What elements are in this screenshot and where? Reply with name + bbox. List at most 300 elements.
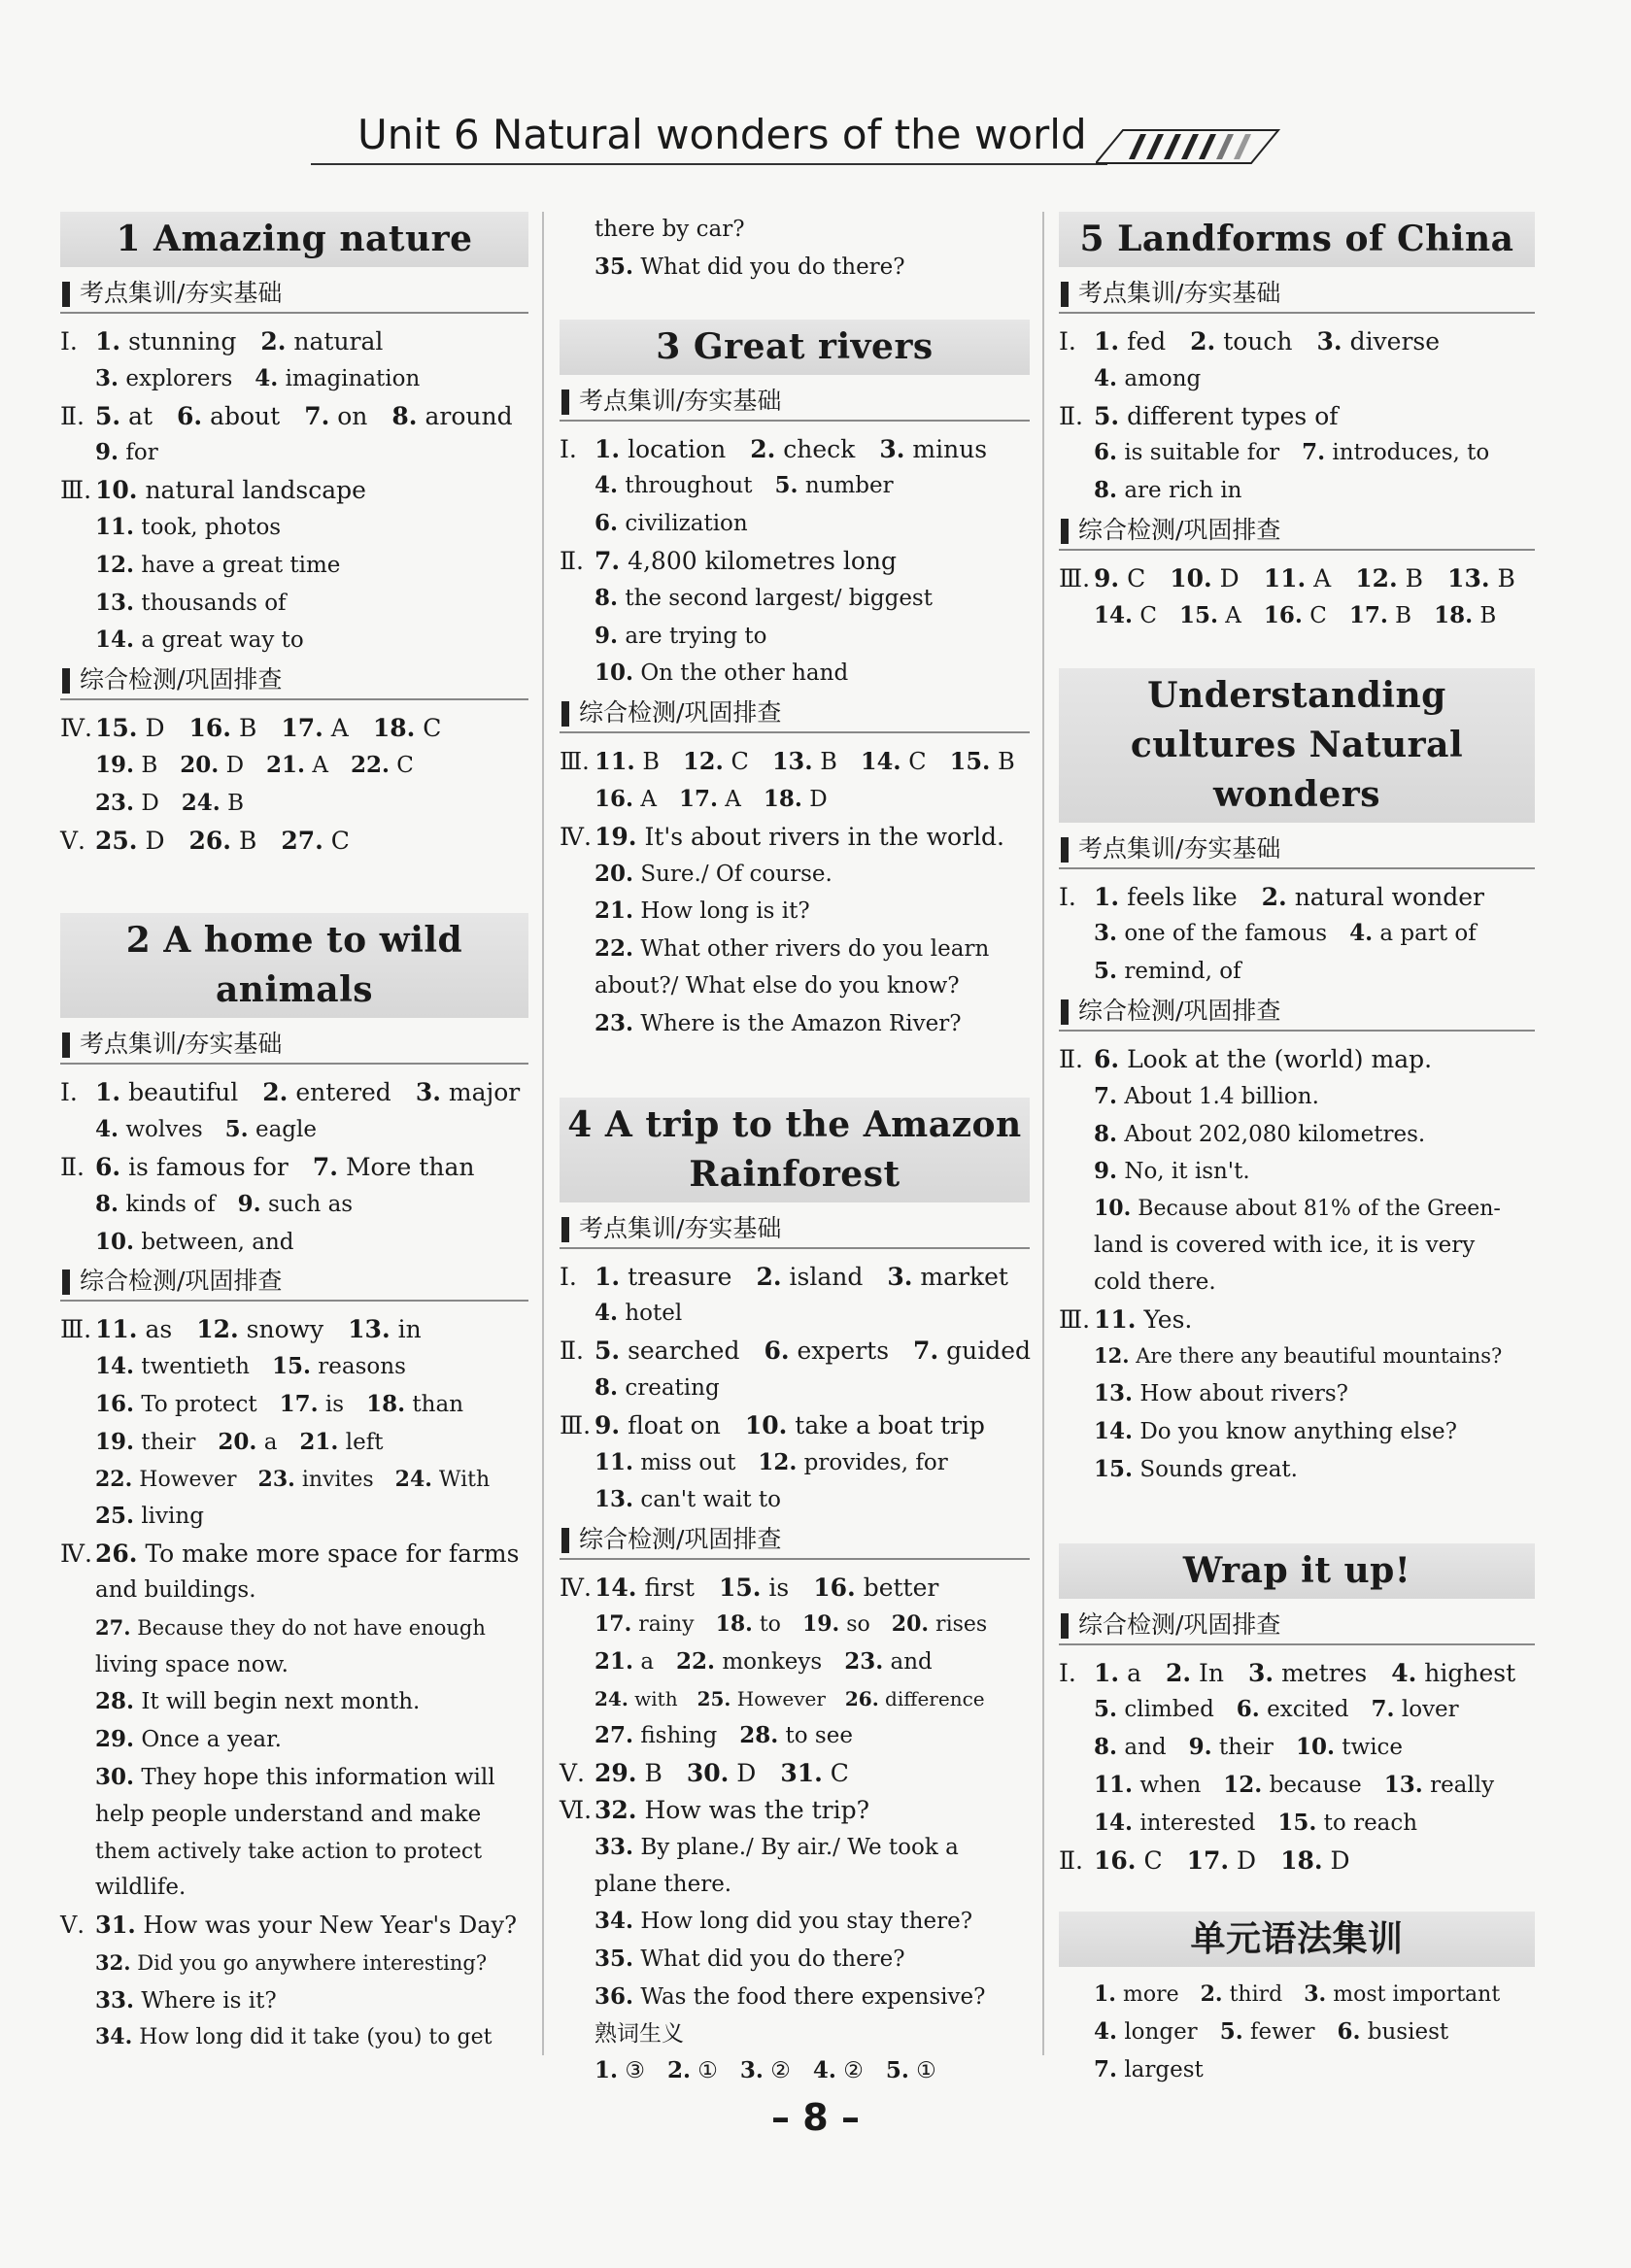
answer-number: 2.: [666, 2057, 691, 2084]
answer-number: 16.: [1094, 1845, 1137, 1875]
spacer: [1059, 1489, 1535, 1543]
answer-line: [560, 655, 1030, 693]
answer-number: 10.: [95, 1228, 135, 1255]
answer-number: 2.: [262, 1078, 289, 1107]
answer-number: 8.: [595, 1373, 619, 1401]
answer-number: 12.: [758, 1448, 798, 1475]
roman-numeral: Ⅳ.: [60, 714, 92, 743]
answer-number: 12.: [1355, 563, 1398, 592]
answer-number: 3.: [1248, 1658, 1274, 1687]
answer-number: 11.: [95, 1315, 138, 1344]
answer-text: C: [330, 826, 350, 855]
answer-text: feels like: [1127, 882, 1238, 911]
answer-text: fewer: [1250, 2019, 1315, 2046]
answer-number: 27.: [95, 1614, 131, 1640]
answer-text: How long did you stay there?: [640, 1909, 973, 1935]
answer-number: 17.: [279, 1390, 319, 1417]
answer-text: 4,800 kilometres long: [628, 546, 897, 575]
answer-line: [560, 431, 1030, 468]
answer-text: there by car?: [595, 217, 745, 242]
answer-text: Was the food there expensive?: [640, 1983, 986, 2010]
answer-line: [1059, 1078, 1535, 1116]
answer-text: ①: [697, 2058, 718, 2084]
answer-text: It will begin next month.: [141, 1689, 421, 1715]
subsection-label: 考点集训/夯实基础: [560, 1212, 1030, 1249]
answer-line: [60, 1111, 528, 1149]
answer-number: 18.: [372, 714, 416, 743]
answer-text: busiest: [1367, 2019, 1449, 2046]
answer-line: [560, 1259, 1030, 1296]
answer-line: [560, 856, 1030, 894]
answer-number: 19.: [595, 822, 637, 851]
answer-text: land is covered with ice, it is very: [1094, 1232, 1476, 1258]
answer-line: [560, 1717, 1030, 1755]
answer-line: [560, 212, 1030, 249]
answer-number: 30.: [686, 1759, 730, 1788]
answer-number: 15.: [718, 1574, 762, 1603]
answer-number: 15.: [1277, 1809, 1317, 1836]
answer-text: such as: [267, 1191, 354, 1217]
answer-number: 33.: [595, 1833, 634, 1860]
answer-number: 14.: [95, 1353, 135, 1380]
answer-text: a great way to: [141, 627, 304, 654]
answer-number: 3.: [1094, 920, 1118, 947]
answer-text: their: [1218, 1735, 1274, 1761]
answer-number: 8.: [1094, 477, 1118, 504]
answer-text: location: [628, 434, 727, 463]
answer-text: touch: [1223, 327, 1293, 355]
answer-number: 3.: [879, 434, 905, 463]
answer-text: snowy: [246, 1315, 324, 1344]
section-heading: Understanding cultures Natural wonders: [1059, 668, 1535, 823]
answer-number: 6.: [177, 401, 203, 430]
answer-line: [1059, 1041, 1535, 1078]
answer-number: 33.: [95, 1986, 135, 2014]
answer-number: 14.: [1094, 1809, 1134, 1836]
answer-text: C: [1127, 563, 1146, 592]
answer-number: 24.: [394, 1466, 432, 1492]
answer-text: is suitable for: [1124, 440, 1280, 466]
answer-line: [1059, 1302, 1535, 1338]
answer-line: [60, 360, 528, 398]
answer-line: [60, 1982, 528, 2020]
answer-number: 31.: [780, 1759, 823, 1788]
answer-number: 25.: [697, 1686, 731, 1710]
answer-number: 5.: [224, 1116, 249, 1143]
answer-number: 13.: [1383, 1771, 1423, 1798]
answer-text: monkeys: [722, 1648, 823, 1675]
answer-number: 4.: [255, 364, 279, 391]
answer-text: civilization: [625, 511, 748, 537]
answer-number: 8.: [595, 584, 619, 611]
answer-text: B: [642, 748, 661, 776]
answer-line: [60, 1647, 528, 1684]
answer-line: [560, 1333, 1030, 1370]
answer-text: introduces, to: [1332, 440, 1490, 466]
answer-number: 6.: [1236, 1696, 1260, 1723]
answer-number: 12.: [683, 747, 724, 776]
answer-text: More than: [345, 1152, 475, 1181]
answer-text: is: [324, 1391, 345, 1417]
roman-numeral: Ⅴ.: [560, 1759, 586, 1788]
roman-numeral: Ⅱ.: [1059, 1845, 1083, 1875]
answer-text: can't wait to: [640, 1487, 782, 1513]
spacer: [60, 859, 528, 913]
answer-number: 7.: [304, 401, 330, 430]
answer-number: 3.: [739, 2057, 764, 2084]
answer-line: [60, 1074, 528, 1111]
answer-line: [60, 1462, 528, 1499]
answer-line: [60, 1797, 528, 1834]
answer-text: among: [1124, 365, 1202, 391]
answer-number: 1.: [1094, 882, 1120, 911]
answer-number: 21.: [595, 897, 634, 925]
answer-text: thousands of: [141, 590, 287, 616]
answer-number: 2.: [756, 1262, 782, 1291]
answer-text: a: [640, 1648, 655, 1675]
roman-numeral: Ⅰ.: [1059, 882, 1076, 911]
answer-text: because: [1269, 1772, 1362, 1798]
answer-text: are rich in: [1124, 478, 1242, 504]
answer-line: [1059, 1729, 1535, 1767]
answer-number: 10.: [595, 660, 634, 687]
answer-number: 29.: [95, 1726, 135, 1753]
roman-numeral: Ⅰ.: [60, 327, 78, 355]
answer-line: [560, 1941, 1030, 1979]
answer-text: D: [225, 752, 245, 778]
answer-line: [560, 1643, 1030, 1681]
answer-text: climbed: [1124, 1697, 1214, 1723]
answer-number: 4.: [595, 472, 619, 499]
answer-text: so: [846, 1611, 870, 1637]
answer-text: What other rivers do you learn: [640, 936, 990, 963]
answer-line: [560, 580, 1030, 618]
answer-text: Yes.: [1143, 1304, 1193, 1334]
answer-text: rises: [935, 1611, 988, 1637]
answer-text: entered: [295, 1078, 391, 1107]
subsection-label: 考点集训/夯实基础: [1059, 277, 1535, 314]
answer-number: 5.: [1219, 2018, 1243, 2046]
roman-numeral: Ⅴ.: [60, 826, 86, 855]
answer-number: 7.: [913, 1337, 939, 1366]
answer-text: fed: [1127, 327, 1167, 355]
answer-text: C: [396, 752, 414, 778]
answer-text: their: [141, 1429, 196, 1455]
answer-text: D: [145, 826, 165, 855]
answer-text: miss out: [640, 1449, 736, 1475]
answer-number: 12.: [1094, 1343, 1130, 1369]
answer-text: A: [330, 714, 349, 743]
answer-text: one of the famous: [1124, 921, 1328, 947]
subsection-label: 考点集训/夯实基础: [60, 1028, 528, 1065]
answer-text: a: [1127, 1658, 1141, 1687]
answer-text: eagle: [255, 1117, 317, 1143]
answer-line: [1059, 597, 1535, 635]
answer-number: 32.: [95, 1949, 131, 1975]
answer-line: [60, 323, 528, 360]
answer-line: [560, 1755, 1030, 1792]
answer-line: [1059, 1413, 1535, 1451]
answer-text: reasons: [318, 1354, 406, 1380]
answer-line: [1059, 1116, 1535, 1154]
answer-line: [1059, 560, 1535, 597]
answer-text: diverse: [1349, 327, 1441, 355]
answer-line: [1059, 360, 1535, 398]
subsection-label: 综合检测/巩固排查: [1059, 1608, 1535, 1645]
title-stripes-decoration: [1096, 126, 1280, 165]
answer-number: 23.: [257, 1466, 295, 1492]
page-number: – 8 –: [771, 2096, 860, 2139]
answer-text: ①: [916, 2058, 936, 2084]
answer-text: third: [1229, 1982, 1283, 2008]
answer-line: [560, 1681, 1030, 1718]
spacer: [1059, 635, 1535, 668]
answer-number: 13.: [1447, 563, 1490, 592]
answer-number: 4.: [595, 1300, 619, 1327]
subsection-label: 综合检测/巩固排查: [60, 1265, 528, 1302]
answer-line: [60, 1498, 528, 1536]
answer-line: [60, 1573, 528, 1609]
section-heading: 3 Great rivers: [560, 320, 1030, 375]
answer-text: B: [998, 748, 1015, 776]
answer-text: ②: [843, 2058, 864, 2084]
answer-text: treasure: [628, 1262, 732, 1291]
answer-line: [60, 1311, 528, 1348]
answer-text: B: [1405, 563, 1424, 592]
answer-line: [1059, 879, 1535, 916]
answer-number: 28.: [739, 1722, 779, 1749]
roman-numeral: Ⅲ.: [60, 476, 92, 505]
roman-numeral: Ⅱ.: [60, 401, 85, 430]
answer-number: 3.: [1304, 1981, 1327, 2008]
answer-line: [1059, 915, 1535, 953]
answer-line: [60, 747, 528, 785]
answer-line: [60, 1945, 528, 1982]
answer-text: It's about rivers in the world.: [644, 822, 1004, 851]
answer-number: 11.: [1094, 1304, 1137, 1334]
answer-text: difference: [885, 1686, 985, 1710]
answer-number: 11.: [1263, 563, 1307, 592]
answer-line: [560, 1407, 1030, 1444]
answer-number: 28.: [95, 1688, 135, 1715]
answer-text: provides, for: [803, 1449, 948, 1475]
answer-number: 8.: [95, 1190, 119, 1217]
answer-text: experts: [797, 1337, 890, 1366]
answer-line: [60, 1759, 528, 1797]
answer-line: [60, 547, 528, 585]
answer-text: first: [644, 1574, 695, 1603]
answer-text: metres: [1281, 1658, 1368, 1687]
answer-text: twentieth: [141, 1354, 250, 1380]
answer-number: 10.: [1094, 1196, 1132, 1222]
answer-text: explorers: [125, 365, 233, 391]
answer-text: to: [759, 1611, 781, 1637]
answer-line: [560, 781, 1030, 819]
answer-number: 24.: [181, 789, 221, 816]
section-heading: 5 Landforms of China: [1059, 212, 1535, 267]
answer-number: 5.: [95, 401, 121, 430]
answer-text: Are there any beautiful mountains?: [1136, 1344, 1503, 1369]
answer-text: D: [145, 714, 165, 743]
answer-text: between, and: [141, 1229, 294, 1255]
roman-numeral: Ⅴ.: [60, 1912, 85, 1940]
answer-number: 4.: [95, 1116, 119, 1143]
answer-number: 12.: [1223, 1771, 1263, 1798]
answer-number: 20.: [218, 1428, 257, 1455]
answer-text: How was your New Year's Day?: [143, 1912, 517, 1940]
roman-numeral: Ⅰ.: [560, 1262, 577, 1291]
answer-text: C: [1139, 602, 1157, 628]
answer-text: most important: [1333, 1982, 1501, 2008]
answer-text: them actively take action to protect: [95, 1839, 483, 1864]
answer-number: 14.: [860, 747, 901, 776]
answer-text: C: [423, 714, 442, 743]
answer-text: beautiful: [128, 1078, 239, 1107]
answer-text: check: [783, 434, 856, 463]
answer-number: 17.: [595, 1610, 632, 1637]
answer-number: 9.: [237, 1190, 261, 1217]
subsection-label: 综合检测/巩固排查: [560, 1523, 1030, 1560]
answer-line: [1059, 1691, 1535, 1729]
answer-number: 6.: [95, 1152, 121, 1181]
answer-text: when: [1139, 1772, 1202, 1798]
answer-number: 22.: [350, 751, 390, 778]
answer-text: Where is it?: [141, 1987, 277, 2014]
answer-line: [1059, 472, 1535, 510]
answer-line: [60, 1907, 528, 1945]
answer-number: 4.: [812, 2057, 836, 2084]
answer-number: 6.: [595, 510, 619, 537]
answer-number: 19.: [801, 1610, 840, 1637]
answer-line: [560, 1295, 1030, 1333]
answer-number: 12.: [196, 1315, 239, 1344]
answer-text: About 1.4 billion.: [1124, 1083, 1319, 1109]
answer-text: C: [830, 1759, 849, 1788]
answer-line: [60, 1348, 528, 1386]
answer-number: 9.: [95, 439, 119, 466]
answer-text: D: [1219, 563, 1240, 592]
subsection-label: 综合检测/巩固排查: [60, 663, 528, 700]
answer-line: [60, 1386, 528, 1424]
roman-numeral: Ⅲ.: [60, 1315, 92, 1344]
answer-number: 4.: [1094, 364, 1118, 391]
answer-number: 27.: [595, 1722, 634, 1749]
answer-text: kinds of: [125, 1191, 216, 1217]
answer-text: the second largest/ biggest: [625, 585, 933, 611]
answer-number: 19.: [95, 1428, 135, 1455]
answer-text: B: [644, 1759, 663, 1788]
answer-text: help people understand and make: [95, 1801, 482, 1827]
column-divider: [542, 212, 544, 2055]
answer-line: [1059, 1337, 1535, 1375]
answer-number: 23.: [95, 789, 135, 816]
answer-text: B: [238, 714, 257, 743]
answer-line: [1059, 953, 1535, 991]
answer-number: 1.: [595, 2057, 619, 2084]
answer-number: 9.: [1094, 563, 1120, 592]
answer-line: [60, 785, 528, 823]
answer-line: [560, 1607, 1030, 1643]
answer-number: 26.: [95, 1540, 138, 1569]
answer-line: [560, 1444, 1030, 1482]
subsection-label: 考点集训/夯实基础: [1059, 832, 1535, 869]
answer-text: about?/ What else do you know?: [595, 972, 960, 999]
answer-text: cold there.: [1094, 1269, 1216, 1295]
answer-text: ②: [770, 2058, 791, 2084]
answer-text: Once a year.: [141, 1727, 282, 1753]
answer-text: natural: [293, 327, 384, 355]
answer-column-right: [1059, 212, 1535, 2089]
answer-number: 9.: [595, 622, 619, 649]
answer-number: 7.: [312, 1152, 338, 1181]
roman-numeral: Ⅵ.: [560, 1795, 593, 1824]
answer-text: A: [1313, 563, 1332, 592]
answer-text: C: [731, 748, 749, 776]
answer-number: 13.: [348, 1315, 391, 1344]
answer-number: 21.: [266, 751, 306, 778]
answer-text: guided: [946, 1337, 1032, 1366]
roman-numeral: Ⅲ.: [1059, 563, 1091, 592]
answer-number: 15.: [1094, 1455, 1134, 1482]
answer-line: [560, 1570, 1030, 1607]
answer-number: 6.: [764, 1337, 790, 1366]
answer-line: [560, 2052, 1030, 2090]
answer-number: 22.: [595, 935, 634, 963]
answer-number: 17.: [281, 714, 323, 743]
answer-line: [60, 1149, 528, 1186]
answer-text: took, photos: [141, 514, 282, 540]
answer-text: However: [736, 1686, 826, 1710]
answer-text: Because about 81% of the Green-: [1138, 1197, 1501, 1222]
answer-text: really: [1430, 1772, 1495, 1798]
answer-number: 16.: [1263, 601, 1303, 628]
roman-numeral: Ⅳ.: [560, 822, 592, 851]
title-underline: [311, 163, 1107, 165]
answer-number: 25.: [95, 826, 138, 855]
answer-number: 8.: [1094, 1734, 1118, 1761]
answer-number: 11.: [595, 747, 635, 776]
answer-text: for: [125, 440, 158, 466]
answer-line: [60, 2019, 528, 2056]
answer-text: Because they do not have enough: [137, 1615, 486, 1640]
answer-text: remind, of: [1124, 959, 1241, 985]
answer-text: How was the trip?: [644, 1795, 870, 1824]
answer-number: 20.: [595, 860, 634, 887]
answer-line: [1059, 1265, 1535, 1302]
answer-line: [560, 1829, 1030, 1867]
answer-text: searched: [628, 1337, 740, 1366]
roman-numeral: Ⅰ.: [1059, 1658, 1076, 1687]
answer-number: 5.: [595, 1337, 621, 1366]
answer-text: minus: [912, 434, 988, 463]
answer-text: a part of: [1379, 921, 1477, 947]
answer-line: [560, 1481, 1030, 1519]
answer-text: left: [345, 1429, 384, 1455]
answer-text: A: [1225, 602, 1241, 628]
answer-number: 16.: [595, 785, 634, 812]
answer-number: 18.: [1280, 1845, 1323, 1875]
answer-text: A: [640, 786, 657, 812]
answer-number: 4.: [1349, 920, 1374, 947]
answer-text: B: [820, 748, 837, 776]
subsection-label: 考点集训/夯实基础: [560, 385, 1030, 422]
answer-number: 3.: [1316, 327, 1342, 355]
roman-numeral: Ⅳ.: [560, 1574, 592, 1603]
answer-text: By plane./ By air./ We took a: [640, 1834, 959, 1860]
answer-number: 35.: [595, 1946, 634, 1973]
column-divider: [1042, 212, 1044, 2055]
answer-number: 13.: [771, 747, 813, 776]
